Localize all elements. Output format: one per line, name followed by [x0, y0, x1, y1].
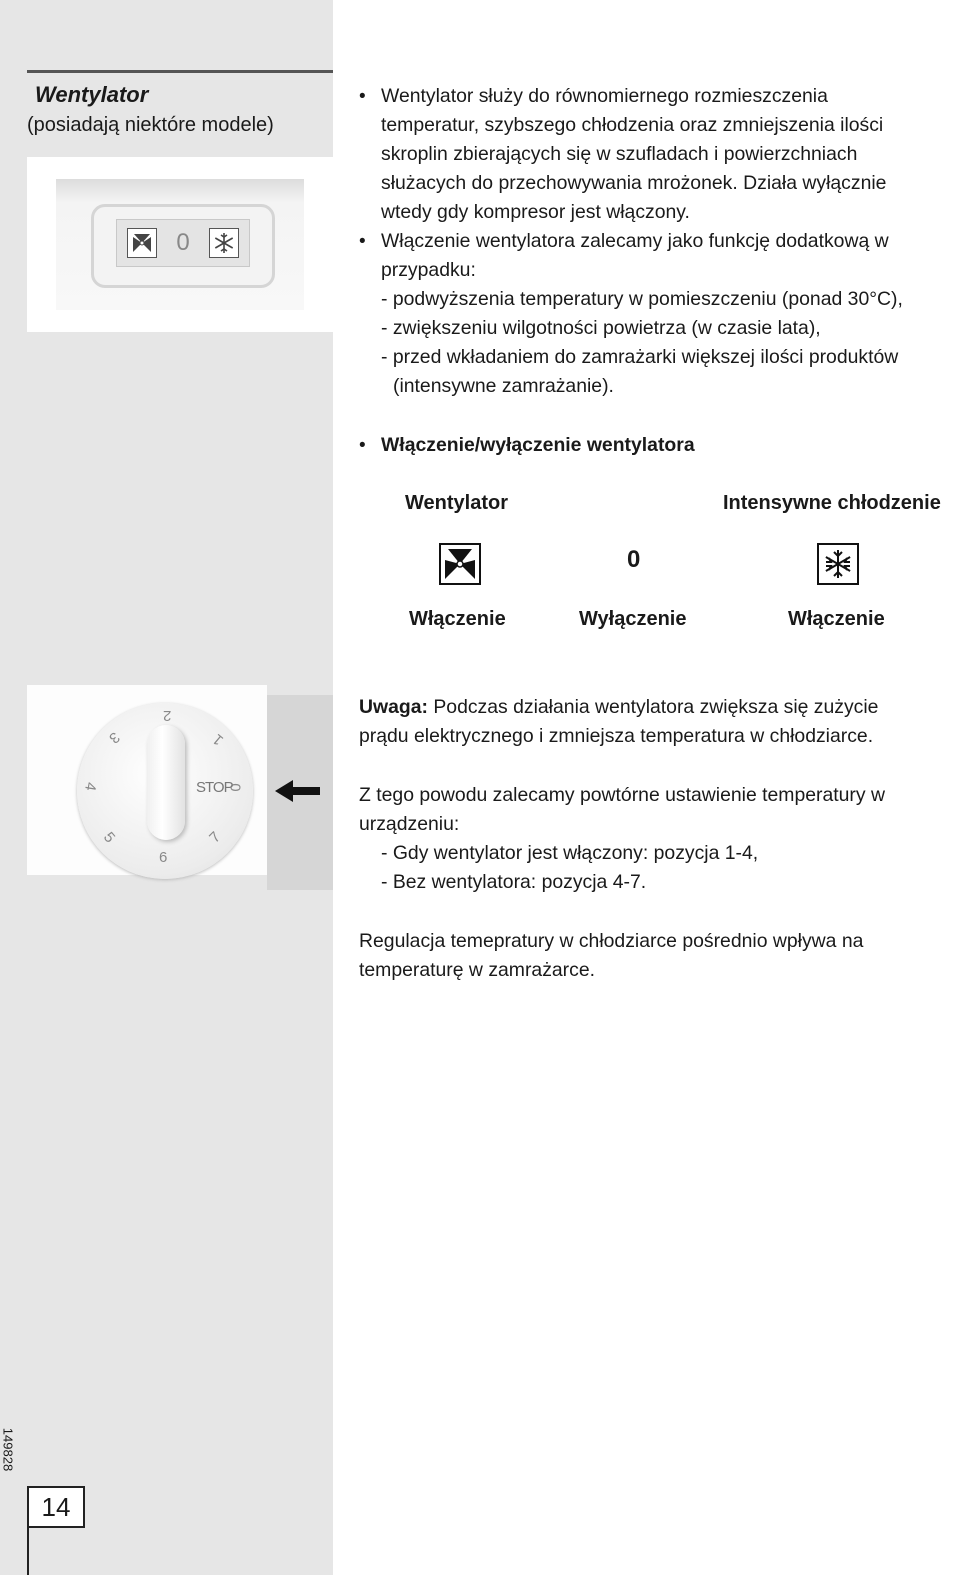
snowflake-icon	[817, 543, 859, 585]
off-state: Wyłączenie	[579, 608, 687, 630]
section-subtitle: (posiadają niektóre modele)	[27, 114, 274, 136]
dash-item: (intensywne zamrażanie).	[393, 375, 614, 397]
text-line: służacych do przechowywania mrożonek. Działa wyłącznie	[381, 172, 887, 194]
warning-note	[359, 693, 878, 751]
switch-heading: Włączenie/wyłączenie wentylatora	[381, 434, 695, 456]
dial-number: 2	[163, 707, 172, 724]
text-line: Z tego powodu zalecamy powtórne ustawienie temperatury w	[359, 784, 885, 806]
thermostat-dial-illustration	[27, 685, 333, 890]
fan-icon	[439, 543, 481, 585]
warning-text: Podczas działania wentylatora zwiększa się zużycie	[427, 696, 879, 718]
control-panel-illustration	[27, 157, 333, 332]
dash-item: - przed wkładaniem do zamrażarki większej ilości produktów	[381, 346, 899, 368]
text-line: prądu elektrycznego i zmniejsza temperatura w chłodziarce.	[359, 725, 874, 747]
fan-on-state: Włączenie	[409, 608, 506, 630]
off-symbol: 0	[627, 546, 641, 573]
section-title: Wentylator	[35, 82, 149, 107]
text-line: Wentylator służy do równomiernego rozmieszczenia	[381, 85, 828, 107]
fan-icon	[127, 228, 157, 258]
intensive-column-header: Intensywne chłodzenie	[723, 492, 941, 514]
text-line: temperaturę w zamrażarce.	[359, 959, 596, 981]
dash-item: - zwiększeniu wilgotności powietrza (w czasie lata),	[381, 317, 821, 339]
dial-number: 6	[159, 849, 168, 866]
bullet-marker: •	[359, 231, 366, 252]
panel-switch-frame	[91, 204, 275, 288]
text-line: urządzeniu:	[359, 813, 460, 835]
text-line: Regulacja temepratury w chłodziarce pośrednio wpływa na	[359, 930, 864, 952]
dial-number: 1	[209, 730, 227, 749]
snowflake-icon	[209, 228, 239, 258]
document-id: 149828	[0, 1427, 16, 1472]
text-line: Włączenie wentylatora zalecamy jako funkcję dodatkową w	[381, 230, 889, 252]
warning-label: Uwaga:	[359, 696, 428, 718]
dial-number: 0	[227, 783, 245, 792]
dash-item: - Bez wentylatora: pozycja 4-7.	[381, 871, 647, 893]
text-line: wtedy gdy kompresor jest włączony.	[381, 201, 690, 223]
panel-surface	[56, 179, 304, 310]
fan-switch	[116, 219, 250, 267]
dash-item: - Gdy wentylator jest włączony: pozycja 1-4,	[381, 842, 759, 864]
intensive-on-state: Włączenie	[788, 608, 885, 630]
bullet-marker: •	[359, 86, 366, 107]
text-line: temperatur, szybszego chłodzenia oraz zmniejszenia ilości	[381, 114, 884, 136]
intro-paragraph-1	[381, 82, 886, 227]
dial-number: 4	[81, 780, 100, 793]
fan-column-header: Wentylator	[405, 492, 508, 514]
thermostat-dial	[77, 703, 253, 879]
dial-knob	[147, 725, 185, 840]
intro-paragraph-2	[381, 227, 903, 401]
dial-stop-label: STOP	[196, 779, 233, 796]
regulation-note	[359, 927, 863, 985]
text-line: skroplin zbierających się w szufladach i powierzchniach	[381, 143, 858, 165]
bullet-marker: •	[359, 435, 366, 456]
dial-number: 7	[206, 828, 225, 847]
section-rule	[27, 70, 333, 73]
dash-item: - podwyższenia temperatury w pomieszczeniu (ponad 30°C),	[381, 288, 903, 310]
text-line: przypadku:	[381, 259, 476, 281]
dial-number: 5	[99, 828, 119, 847]
page-number-rule	[27, 1528, 29, 1575]
dial-number: 3	[105, 728, 123, 747]
position-advice	[359, 781, 885, 897]
panel-zero-label: 0	[176, 229, 190, 256]
page-number: 14	[27, 1486, 85, 1528]
pointer-arrow-icon	[275, 779, 323, 803]
text-line	[359, 693, 878, 722]
